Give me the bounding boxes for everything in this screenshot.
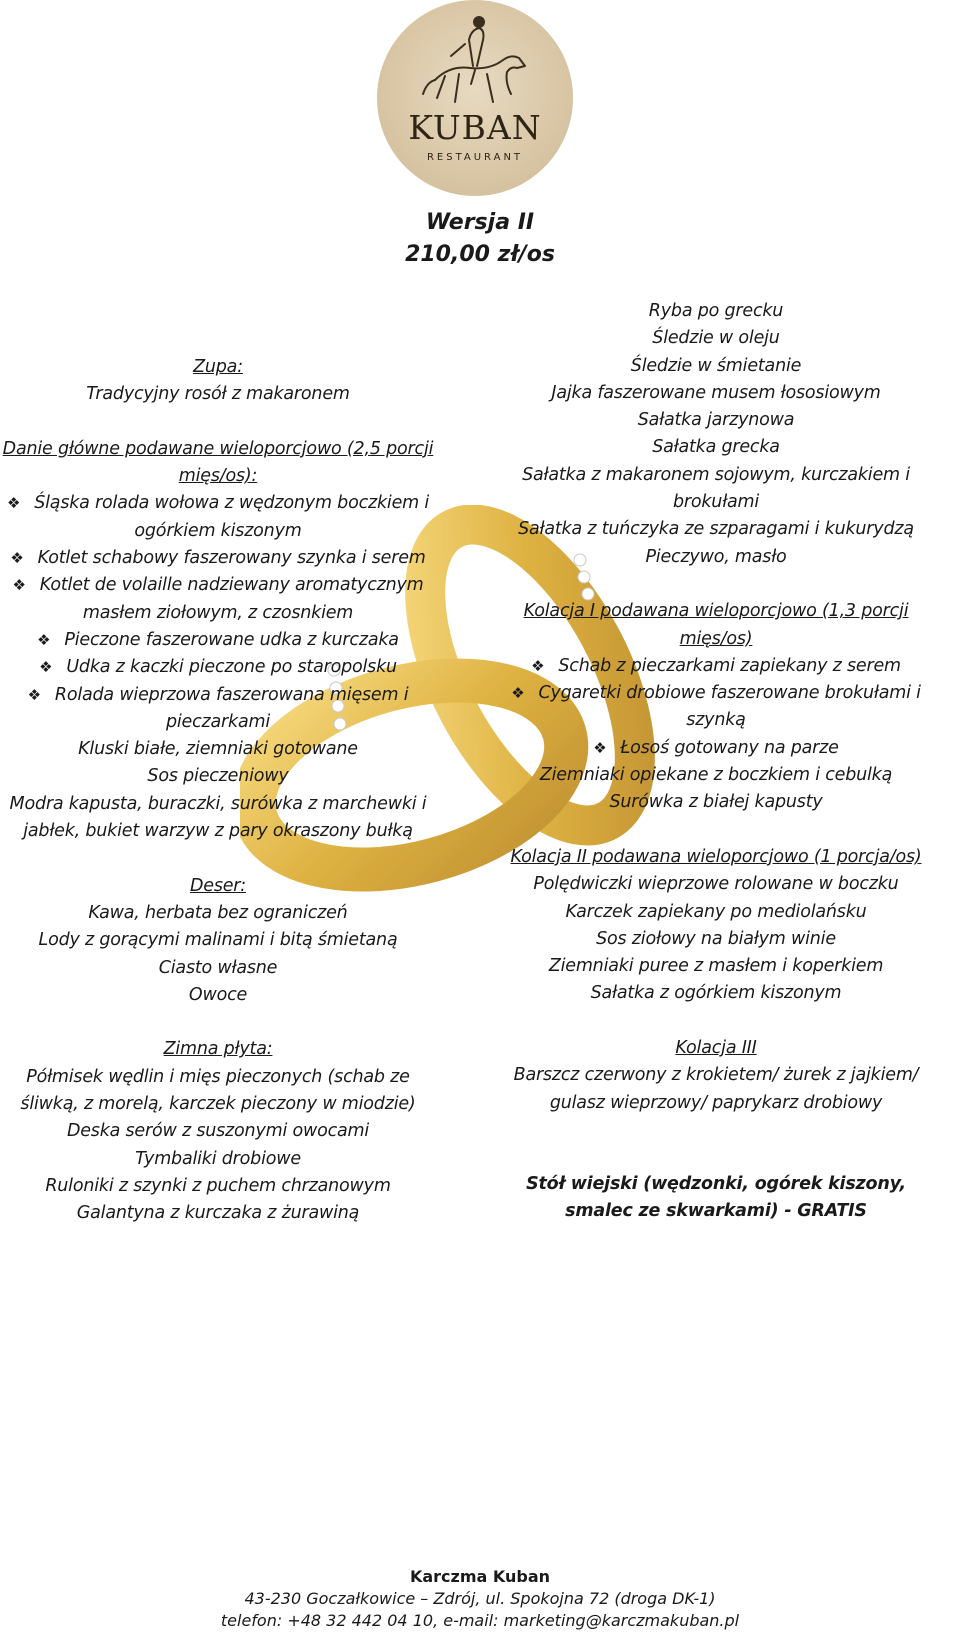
- logo-brand: KUBAN: [408, 108, 542, 147]
- menu-item: Tymbaliki drobiowe: [135, 1148, 301, 1169]
- menu-item: Polędwiczki wieprzowe rolowane w boczku: [533, 874, 899, 895]
- menu-item: Galantyna z kurczaka z żurawiną: [76, 1203, 360, 1224]
- menu-item: Śledzie w śmietanie: [630, 355, 802, 376]
- menu-item: Surówka z białej kapusty: [609, 792, 823, 813]
- section-heading-deser: Deser:: [189, 875, 247, 896]
- menu-item: Półmisek wędlin i mięs pieczonych (schab ze śliwką, z morelą, karczek pieczony w miodzie): [20, 1066, 416, 1115]
- bullet-item: ❖ Udka z kaczki pieczone po staropolsku: [0, 654, 436, 681]
- menu-item: Barszcz czerwony z krokietem/ żurek z jajkiem/ gulasz wieprzowy/ paprykarz drobiowy: [513, 1065, 919, 1113]
- menu-item: Sos ziołowy na białym winie: [596, 928, 836, 949]
- menu-item: Ciasto własne: [158, 957, 278, 978]
- footer-address: 43-230 Goczałkowice – Zdrój, ul. Spokojna 72 (droga DK-1): [244, 1589, 716, 1608]
- version-title: Wersja II: [425, 210, 535, 235]
- restaurant-logo: [377, 0, 573, 196]
- bullet-item: ❖ Łosoś gotowany na parze: [496, 735, 936, 762]
- menu-item: Lody z gorącymi malinami i bitą śmietaną: [38, 930, 398, 951]
- bullet-item: ❖ Śląska rolada wołowa z wędzonym boczkiem i ogórkiem kiszonym: [0, 490, 436, 545]
- menu-item: Karczek zapiekany po mediolańsku: [565, 901, 867, 922]
- menu-item: Ziemniaki opiekane z boczkiem i cebulką: [539, 765, 893, 786]
- menu-item: Sałatka z makaronem sojowym, kurczakiem i brokułami: [522, 464, 910, 513]
- bullet-item: ❖ Kotlet de volaille nadziewany aromatycznym masłem ziołowym, z czosnkiem: [0, 572, 436, 627]
- gratis-note: Stół wiejski (wędzonki, ogórek kiszony, smalec ze skwarkami) - GRATIS: [526, 1173, 906, 1222]
- bullet-item: ❖ Pieczone faszerowane udka z kurczaka: [0, 627, 436, 654]
- menu-item: Sałatka z tuńczyka ze szparagami i kukurydzą: [518, 519, 914, 540]
- section-heading-zupa: Zupa:: [193, 357, 243, 377]
- section-heading-kolacja-2: Kolacja II podawana wieloporcjowo (1 porcja/os): [510, 846, 922, 867]
- bullet-item: ❖ Schab z pieczarkami zapiekany z serem: [496, 653, 936, 680]
- menu-item: Jajka faszerowane musem łososiowym: [551, 382, 881, 403]
- menu-item: Sałatka grecka: [652, 437, 780, 458]
- bullet-item: ❖ Kotlet schabowy faszerowany szynka i serem: [0, 545, 436, 572]
- menu-item: Sos pieczeniowy: [147, 766, 289, 787]
- section-heading-danie-glowne: Danie główne podawane wieloporcjowo (2,5 porcji mięs/os):: [2, 438, 434, 487]
- left-column: [0, 354, 436, 1228]
- footer-contact: telefon: +48 32 442 04 10, e-mail: marketing@karczmakuban.pl: [220, 1611, 740, 1630]
- menu-item: Ruloniki z szynki z puchem chrzanowym: [45, 1175, 391, 1196]
- footer-name: Karczma Kuban: [409, 1567, 551, 1586]
- section-heading-kolacja-3: Kolacja III: [675, 1038, 757, 1059]
- menu-item: Sałatka z ogórkiem kiszonym: [590, 983, 842, 1004]
- menu-item: Śledzie w oleju: [652, 328, 780, 349]
- menu-item: Tradycyjny rosół z makaronem: [86, 384, 350, 405]
- horse-rider-icon: [415, 10, 535, 110]
- bullet-item: ❖ Rolada wieprzowa faszerowana mięsem i pieczarkami: [0, 682, 436, 737]
- menu-item: Ryba po grecku: [648, 301, 784, 321]
- price-per-person: 210,00 zł/os: [405, 242, 555, 267]
- section-heading-kolacja-1: Kolacja I podawana wieloporcjowo (1,3 porcji mięs/os): [523, 601, 909, 649]
- menu-item: Kluski białe, ziemniaki gotowane: [78, 739, 358, 760]
- menu-item: Kawa, herbata bez ograniczeń: [88, 902, 348, 923]
- menu-item: Owoce: [188, 984, 248, 1005]
- footer: [180, 1566, 780, 1632]
- menu-item: Modra kapusta, buraczki, surówka z marchewki i jabłek, bukiet warzyw z pary okraszony bułką: [9, 793, 427, 842]
- bullet-item: ❖ Cygaretki drobiowe faszerowane brokułami i szynką: [496, 680, 936, 735]
- right-column: [496, 298, 936, 1226]
- menu-item: Pieczywo, masło: [645, 546, 787, 567]
- menu-title: [300, 207, 660, 271]
- logo-subtitle: RESTAURANT: [426, 152, 524, 163]
- menu-item: Ziemniaki puree z masłem i koperkiem: [548, 956, 884, 977]
- section-heading-zimna-plyta: Zimna płyta:: [163, 1039, 273, 1060]
- menu-item: Deska serów z suszonymi owocami: [66, 1121, 370, 1142]
- menu-item: Sałatka jarzynowa: [637, 410, 795, 431]
